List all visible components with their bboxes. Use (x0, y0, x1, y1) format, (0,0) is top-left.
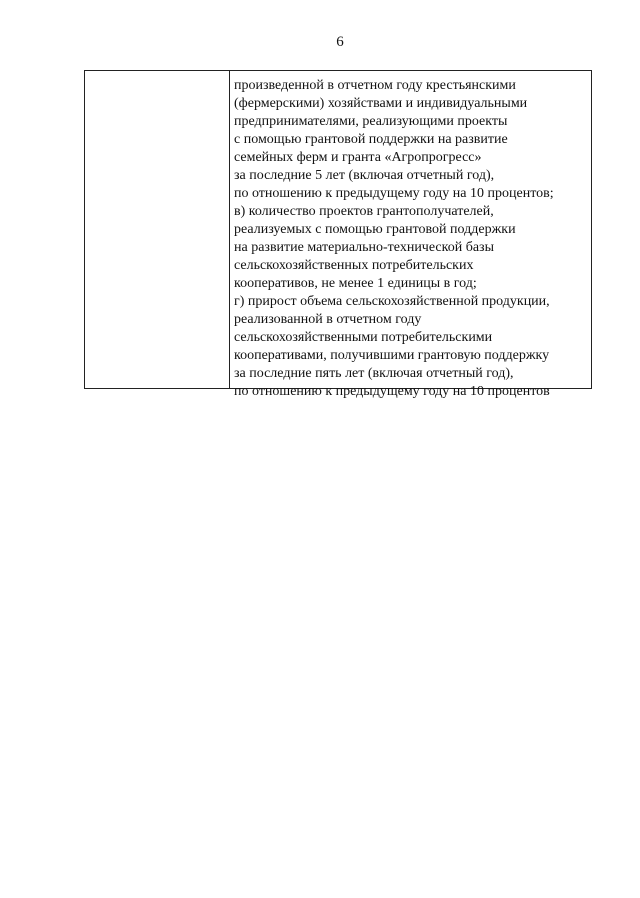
text-line: на развитие материально-технической базы (234, 240, 494, 255)
table-cell-left (85, 71, 230, 388)
text-line: в) количество проектов грантополучателей, (234, 204, 494, 219)
text-line: (фермерскими) хозяйствами и индивидуальными (234, 96, 528, 111)
table-cell-right (230, 71, 591, 399)
text-line: за последние пять лет (включая отчетный год), (234, 366, 514, 381)
text-line: сельскохозяйственными потребительскими (234, 330, 493, 345)
text-line: кооперативов, не менее 1 единицы в год; (234, 276, 477, 291)
text-line: г) прирост объема сельскохозяйственной продукции, (234, 294, 550, 309)
text-line: кооперативами, получившими грантовую поддержку (234, 348, 550, 363)
text-line: реализуемых с помощью грантовой поддержки (234, 222, 516, 237)
text-line: сельскохозяйственных потребительских (234, 258, 474, 273)
text-line: с помощью грантовой поддержки на развитие (234, 132, 508, 147)
text-line: по отношению к предыдущему году на 10 процентов; (234, 186, 554, 201)
text-line: за последние 5 лет (включая отчетный год), (234, 168, 495, 183)
text-line: по отношению к предыдущему году на 10 процентов (234, 384, 550, 399)
text-line: предпринимателями, реализующими проекты (234, 114, 508, 129)
text-line: реализованной в отчетном году (234, 312, 422, 327)
text-line: произведенной в отчетном году крестьянскими (234, 78, 516, 93)
text-line: семейных ферм и гранта «Агропрогресс» (234, 150, 482, 165)
page-number: 6 (336, 34, 344, 50)
document-table (84, 70, 592, 399)
